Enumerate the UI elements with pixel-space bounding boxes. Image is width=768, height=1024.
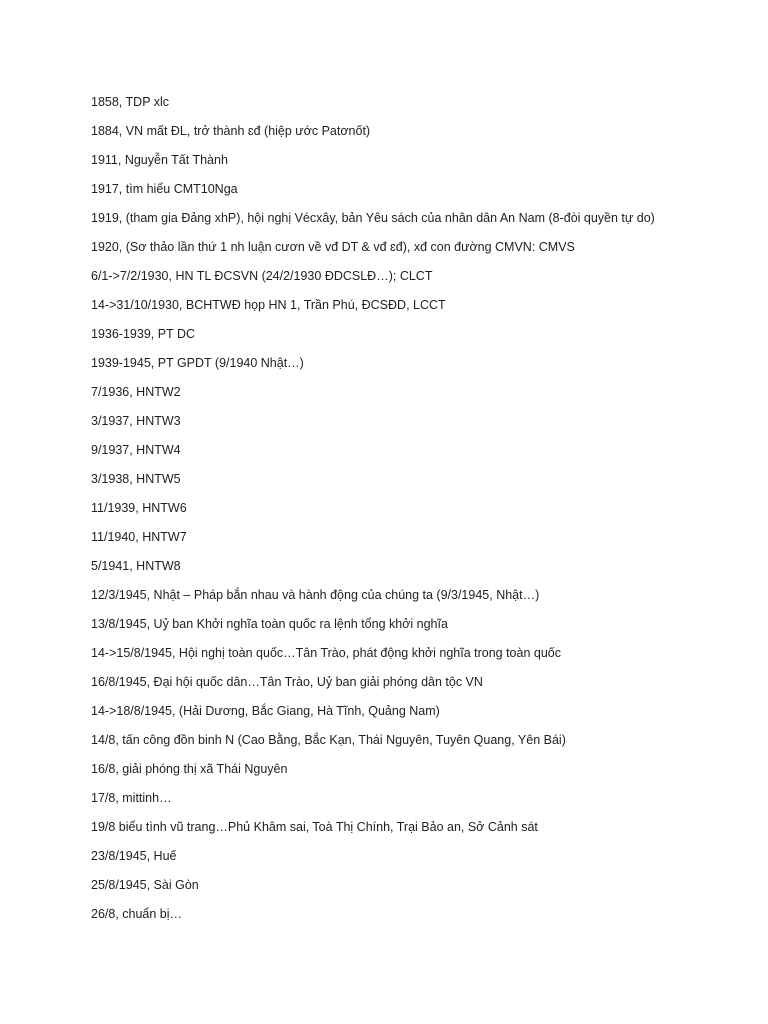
text-line: 1936-1939, PT DC [91, 327, 195, 341]
text-line: 3/1937, HNTW3 [91, 414, 181, 428]
text-line: 6/1->7/2/1930, HN TL ĐCSVN (24/2/1930 ĐDCSLĐ…); CLCT [91, 269, 433, 283]
text-line: 14->18/8/1945, (Hải Dương, Bắc Giang, Hà Tĩnh, Quảng Nam) [91, 704, 440, 718]
text-line: 3/1938, HNTW5 [91, 472, 181, 486]
text-line: 1917, tìm hiểu CMT10Nga [91, 182, 238, 196]
text-line: 23/8/1945, Huế [91, 849, 177, 863]
text-line: 16/8/1945, Đại hội quốc dân…Tân Trào, Uỷ ban giải phóng dân tộc VN [91, 675, 483, 689]
text-line: 1884, VN mất ĐL, trở thành ɛđ (hiệp ước Patơnốt) [91, 124, 371, 138]
text-line: 26/8, chuẩn bị… [91, 907, 183, 921]
text-line: 25/8/1945, Sài Gòn [91, 878, 199, 892]
text-line: 12/3/1945, Nhật – Pháp bắn nhau và hành động của chúng ta (9/3/1945, Nhật…) [91, 588, 540, 602]
text-line: 14->15/8/1945, Hội nghị toàn quốc…Tân Trào, phát động khởi nghĩa trong toàn quốc [91, 646, 561, 660]
text-line: 5/1941, HNTW8 [91, 559, 181, 573]
text-line: 14/8, tấn công đồn binh N (Cao Bằng, Bắc Kạn, Thái Nguyên, Tuyên Quang, Yên Bái) [91, 733, 566, 747]
text-line: 14->31/10/1930, BCHTWĐ họp HN 1, Trần Phú, ĐCSĐD, LCCT [91, 298, 446, 312]
text-line: 1919, (tham gia Đảng xhP), hội nghị Vécxây, bản Yêu sách của nhân dân An Nam (8-đòi quyền tự do) [91, 211, 655, 225]
text-line: 1939-1945, PT GPDT (9/1940 Nhật…) [91, 356, 304, 370]
text-line: 11/1940, HNTW7 [91, 530, 187, 544]
text-line: 11/1939, HNTW6 [91, 501, 187, 515]
text-line: 13/8/1945, Uỷ ban Khởi nghĩa toàn quốc ra lệnh tổng khởi nghĩa [91, 617, 448, 631]
text-line: 17/8, mittinh… [91, 791, 172, 805]
text-line: 7/1936, HNTW2 [91, 385, 181, 399]
text-line: 19/8 biểu tình vũ trang…Phủ Khâm sai, Toà Thị Chính, Trại Bảo an, Sở Cảnh sát [91, 820, 538, 834]
document-text-lines [91, 93, 751, 934]
text-line: 9/1937, HNTW4 [91, 443, 181, 457]
text-line: 1911, Nguyễn Tất Thành [91, 153, 228, 167]
text-line: 16/8, giải phóng thị xã Thái Nguyên [91, 762, 288, 776]
text-line: 1858, TDP xlc [91, 95, 170, 109]
text-line: 1920, (Sơ thảo lần thứ 1 nh luận cươn về vđ DT & vđ ɛđ), xđ con đường CMVN: CMVS [91, 240, 575, 254]
